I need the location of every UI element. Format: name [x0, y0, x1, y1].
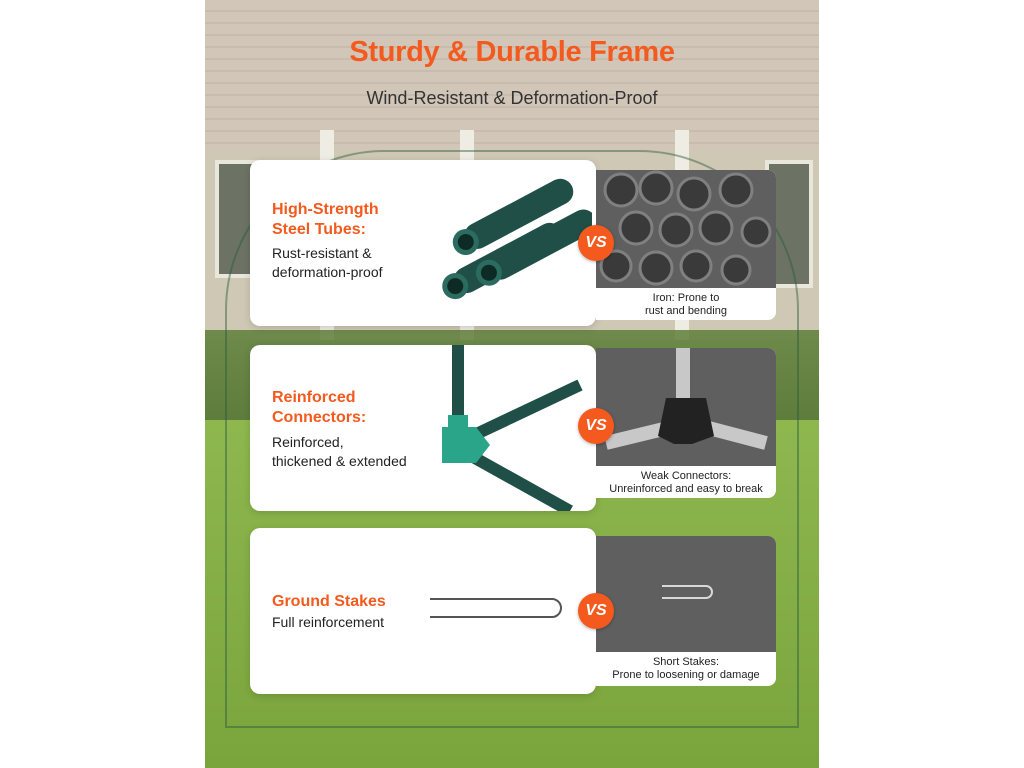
- feature-title-line: Ground Stakes: [272, 593, 386, 610]
- feature-title-line: Connectors:: [272, 409, 367, 426]
- page-title: Sturdy & Durable Frame: [349, 36, 675, 68]
- page-subtitle: Wind-Resistant & Deformation-Proof: [366, 88, 658, 108]
- feature-title: [272, 200, 379, 240]
- feature-card-steel-tubes: [250, 160, 596, 326]
- feature-title: [272, 388, 366, 428]
- feature-desc-line: thickened & extended: [272, 453, 407, 469]
- feature-desc-line: deformation-proof: [272, 264, 383, 280]
- steel-tubes-image: [422, 170, 592, 320]
- weak-connector-image: [596, 348, 776, 466]
- feature-title-line: Reinforced: [272, 389, 356, 406]
- compare-caption: [596, 292, 776, 318]
- feature-description: [272, 613, 384, 632]
- house-roof-background: [205, 0, 819, 150]
- compare-panel-weak-connectors: [596, 348, 776, 498]
- feature-title-line: High-Strength: [272, 201, 379, 218]
- compare-panel-short-stakes: [596, 536, 776, 686]
- compare-caption: [596, 656, 776, 682]
- compare-caption-line: Weak Connectors:: [640, 470, 732, 482]
- right-margin: [819, 0, 1024, 768]
- feature-card-connectors: [250, 345, 596, 511]
- compare-caption: [596, 470, 776, 496]
- short-stake-image: [596, 536, 776, 652]
- feature-description: [272, 244, 383, 282]
- green-connector-image: [430, 345, 596, 511]
- rusty-iron-pipes-image: [596, 170, 776, 288]
- compare-caption-line: Unreinforced and easy to break: [609, 483, 763, 495]
- vs-badge: VS: [578, 593, 614, 629]
- compare-caption-line: Prone to loosening or damage: [612, 669, 760, 681]
- compare-caption-line: rust and bending: [645, 305, 727, 317]
- feature-desc-line: Full reinforcement: [272, 614, 385, 630]
- feature-desc-line: Reinforced,: [272, 434, 344, 450]
- compare-caption-line: Iron: Prone to: [652, 292, 720, 304]
- long-ground-stake-image: [428, 588, 568, 628]
- vs-badge: VS: [578, 225, 614, 261]
- compare-panel-iron: [596, 170, 776, 320]
- vs-badge: VS: [578, 408, 614, 444]
- feature-card-ground-stakes: [250, 528, 596, 694]
- feature-title-line: Steel Tubes:: [272, 221, 366, 238]
- feature-title: [272, 592, 386, 612]
- compare-caption-line: Short Stakes:: [652, 656, 720, 668]
- feature-desc-line: Rust-resistant &: [272, 245, 372, 261]
- left-margin: [0, 0, 205, 768]
- feature-description: [272, 433, 407, 471]
